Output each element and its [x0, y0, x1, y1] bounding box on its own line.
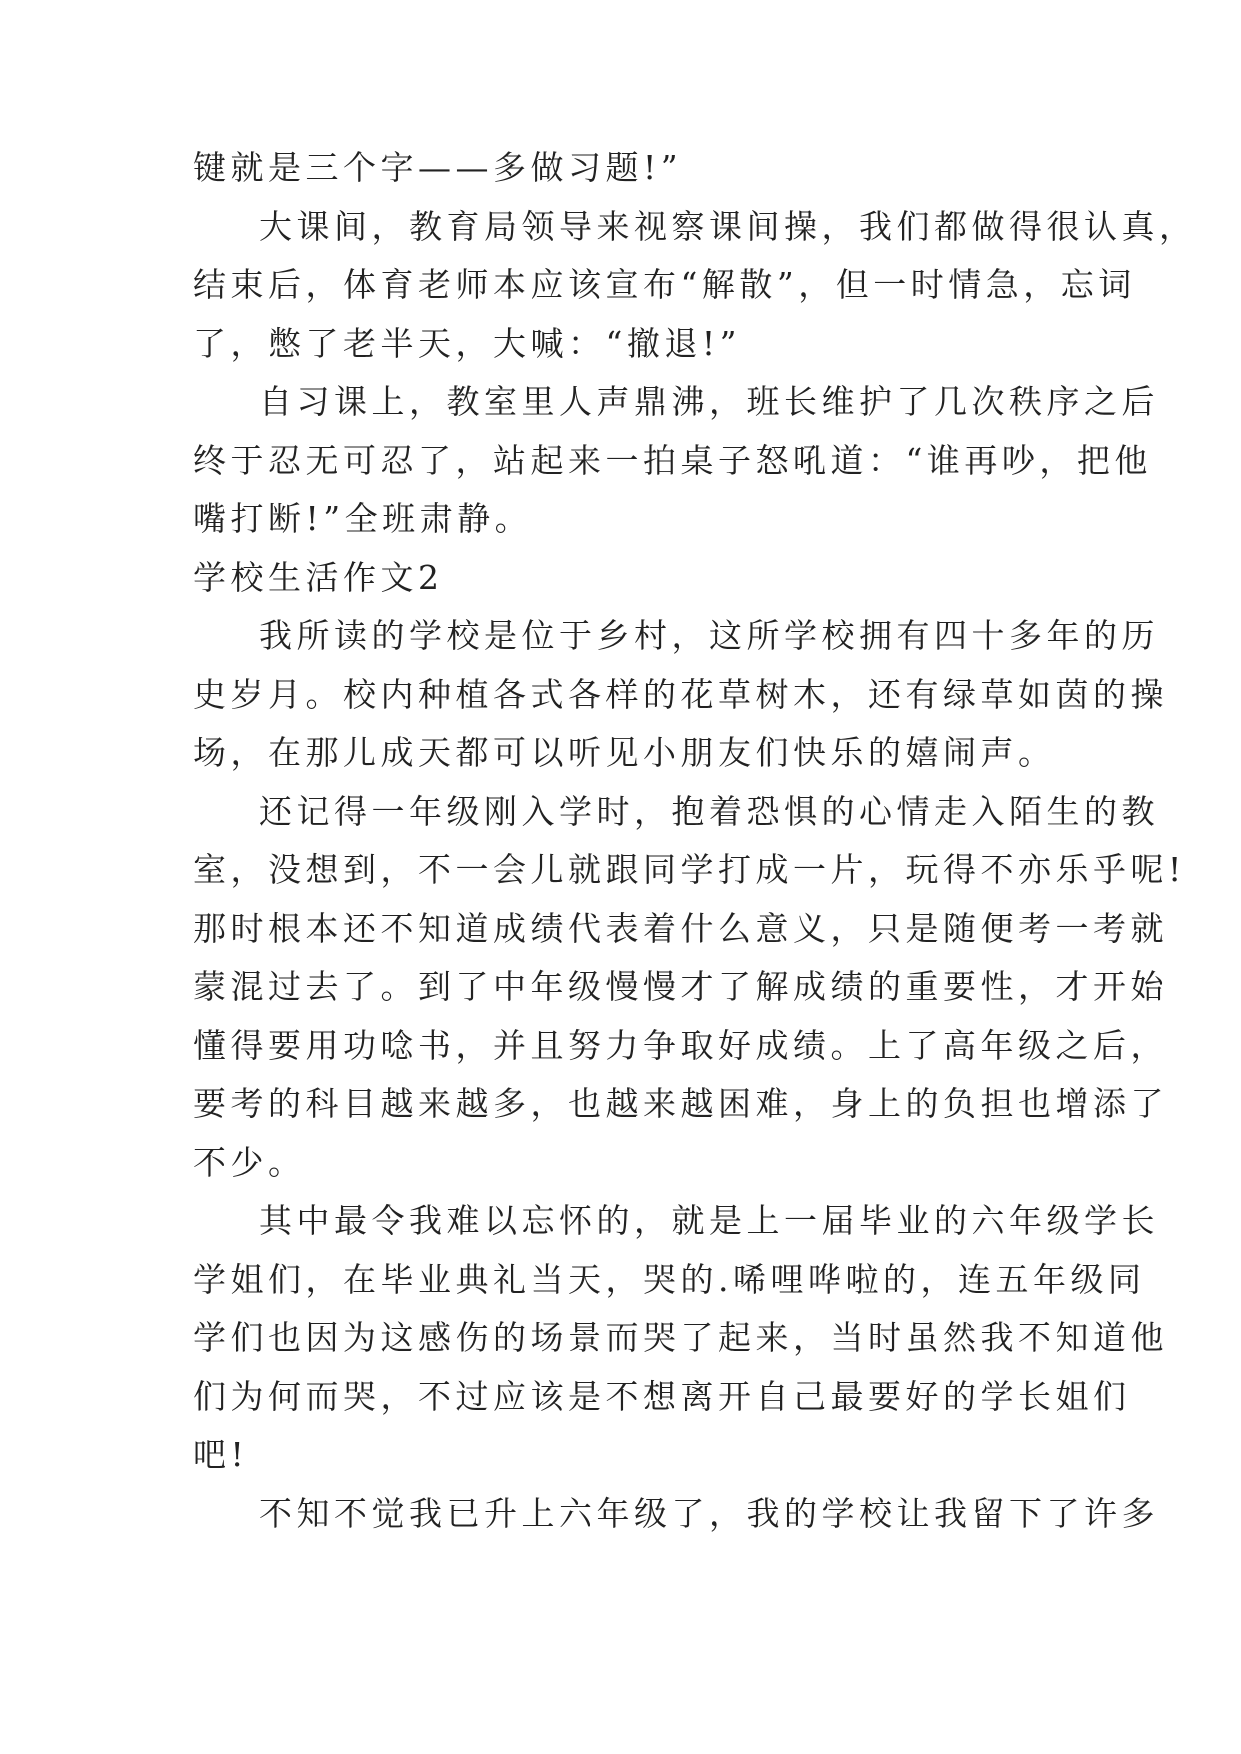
text-line: 了，憋了老半天，大喊：“撤退!”	[193, 324, 742, 363]
paragraph-first-line: 大课间，教育局领导来视察课间操，我们都做得很认真，	[259, 207, 1197, 246]
text-line: 要考的科目越来越多，也越来越困难，身上的负担也增添了	[193, 1084, 1168, 1123]
text-line: 键就是三个字——多做习题!”	[193, 148, 683, 187]
text-line: 嘴打断!”全班肃静。	[193, 499, 533, 538]
text-line: 那时根本还不知道成绩代表着什么意义，只是随便考一考就	[193, 909, 1168, 948]
text-line: 们为何而哭，不过应该是不想离开自己最要好的学长姐们	[193, 1377, 1131, 1416]
paragraph-first-line: 我所读的学校是位于乡村，这所学校拥有四十多年的历	[259, 616, 1159, 655]
text-line: 不少。	[193, 1143, 306, 1182]
text-line: 结束后，体育老师本应该宣布“解散”，但一时情急，忘词	[193, 265, 1136, 304]
text-line: 终于忍无可忍了，站起来一拍桌子怒吼道：“谁再吵，把他	[193, 441, 1152, 480]
section-heading: 学校生活作文2	[193, 558, 444, 597]
text-line: 懂得要用功唸书，并且努力争取好成绩。上了高年级之后，	[193, 1026, 1168, 1065]
paragraph-first-line: 不知不觉我已升上六年级了，我的学校让我留下了许多	[259, 1494, 1159, 1533]
text-line: 吧!	[193, 1435, 249, 1474]
text-line: 史岁月。校内种植各式各样的花草树木，还有绿草如茵的操	[193, 675, 1168, 714]
text-line: 场，在那儿成天都可以听见小朋友们快乐的嬉闹声。	[193, 733, 1056, 772]
text-line: 学们也因为这感伤的场景而哭了起来，当时虽然我不知道他	[193, 1318, 1168, 1357]
text-line: 室，没想到，不一会儿就跟同学打成一片，玩得不亦乐乎呢!	[193, 850, 1186, 889]
paragraph-first-line: 自习课上，教室里人声鼎沸，班长维护了几次秩序之后	[259, 382, 1159, 421]
text-line: 学姐们，在毕业典礼当天，哭的.唏哩哗啦的，连五年级同	[193, 1260, 1146, 1299]
paragraph-first-line: 还记得一年级刚入学时，抱着恐惧的心情走入陌生的教	[259, 792, 1159, 831]
paragraph-first-line: 其中最令我难以忘怀的，就是上一届毕业的六年级学长	[259, 1201, 1159, 1240]
text-line: 蒙混过去了。到了中年级慢慢才了解成绩的重要性，才开始	[193, 967, 1168, 1006]
